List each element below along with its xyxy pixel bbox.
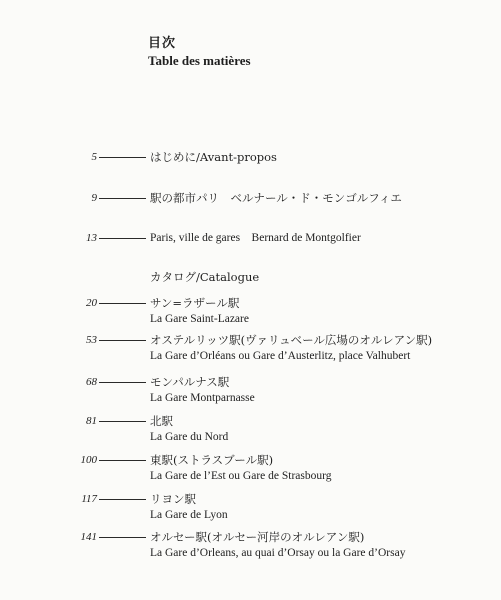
toc-leader-line — [99, 238, 146, 239]
toc-entry-subtitle: La Gare Montparnasse — [150, 392, 255, 404]
toc-entry-subtitle: La Gare Saint-Lazare — [150, 313, 249, 325]
toc-entry-gare-de-lyon[interactable] — [0, 492, 501, 532]
toc-page-number: 100 — [80, 454, 97, 466]
toc-page-number: 13 — [86, 232, 97, 244]
toc-entry-title: モンパルナス駅 — [150, 375, 230, 389]
toc-entry-subtitle: La Gare du Nord — [150, 431, 229, 443]
toc-leader-line — [99, 303, 146, 304]
toc-page-number: 9 — [91, 192, 97, 204]
toc-entry-gare-dorsay[interactable] — [0, 530, 501, 570]
toc-leader-line — [99, 340, 146, 341]
toc-leader-line — [99, 460, 146, 461]
toc-entry-saint-lazare[interactable] — [0, 296, 501, 336]
toc-entry-title: オルセー駅(オルセー河岸のオルレアン駅) — [150, 530, 365, 544]
toc-entry-austerlitz[interactable] — [0, 333, 501, 373]
toc-page-number: 141 — [80, 531, 97, 543]
toc-leader-line — [99, 499, 146, 500]
toc-entry-gare-de-lest[interactable] — [0, 453, 501, 493]
toc-leader-line — [99, 157, 146, 158]
toc-entry-subtitle: La Gare de l’Est ou Gare de Strasbourg — [150, 470, 332, 482]
toc-entry-title: オステルリッツ駅(ヴァリュベール広場のオルレアン駅) — [150, 333, 433, 347]
toc-entry-subtitle: La Gare de Lyon — [150, 509, 228, 521]
toc-entry-avant-propos[interactable] — [0, 150, 501, 190]
toc-page-number: 81 — [86, 415, 97, 427]
toc-entry-essay-ja[interactable] — [0, 191, 501, 231]
toc-entry-subtitle: La Gare d’Orléans ou Gare d’Austerlitz, place Valhubert — [150, 350, 411, 362]
toc-entry-title: サン=ラザール駅 — [150, 296, 240, 310]
toc-page-number: 20 — [86, 297, 97, 309]
toc-leader-line — [99, 421, 146, 422]
catalogue-heading: カタログ/Catalogue — [150, 270, 260, 284]
page-title-french: Table des matières — [148, 53, 251, 68]
page-title-japanese: 目次 — [148, 36, 177, 51]
toc-page-number: 117 — [81, 493, 97, 505]
toc-page-number: 68 — [86, 376, 97, 388]
toc-leader-line — [99, 537, 146, 538]
toc-entry-essay-fr[interactable] — [0, 231, 501, 271]
toc-leader-line — [99, 198, 146, 199]
toc-entry-title: 北駅 — [150, 414, 173, 428]
toc-entry-gare-du-nord[interactable] — [0, 414, 501, 454]
toc-entry-montparnasse[interactable] — [0, 375, 501, 415]
toc-entry-title: 東駅(ストラスブール駅) — [150, 453, 274, 467]
toc-entry-subtitle: La Gare d’Orleans, au quai d’Orsay ou la Gare d’Orsay — [150, 547, 406, 559]
page-title-block — [148, 36, 251, 69]
toc-entry-title: Paris, ville de gares Bernard de Montgolfier — [150, 232, 361, 244]
toc-entry-title: リヨン駅 — [150, 492, 196, 506]
toc-page-number: 5 — [91, 151, 97, 163]
toc-entry-title: はじめに/Avant-propos — [150, 150, 277, 164]
toc-page-number: 53 — [86, 334, 97, 346]
toc-entry-title: 駅の都市パリ ベルナール・ド・モンゴルフィエ — [150, 191, 402, 205]
toc-leader-line — [99, 382, 146, 383]
